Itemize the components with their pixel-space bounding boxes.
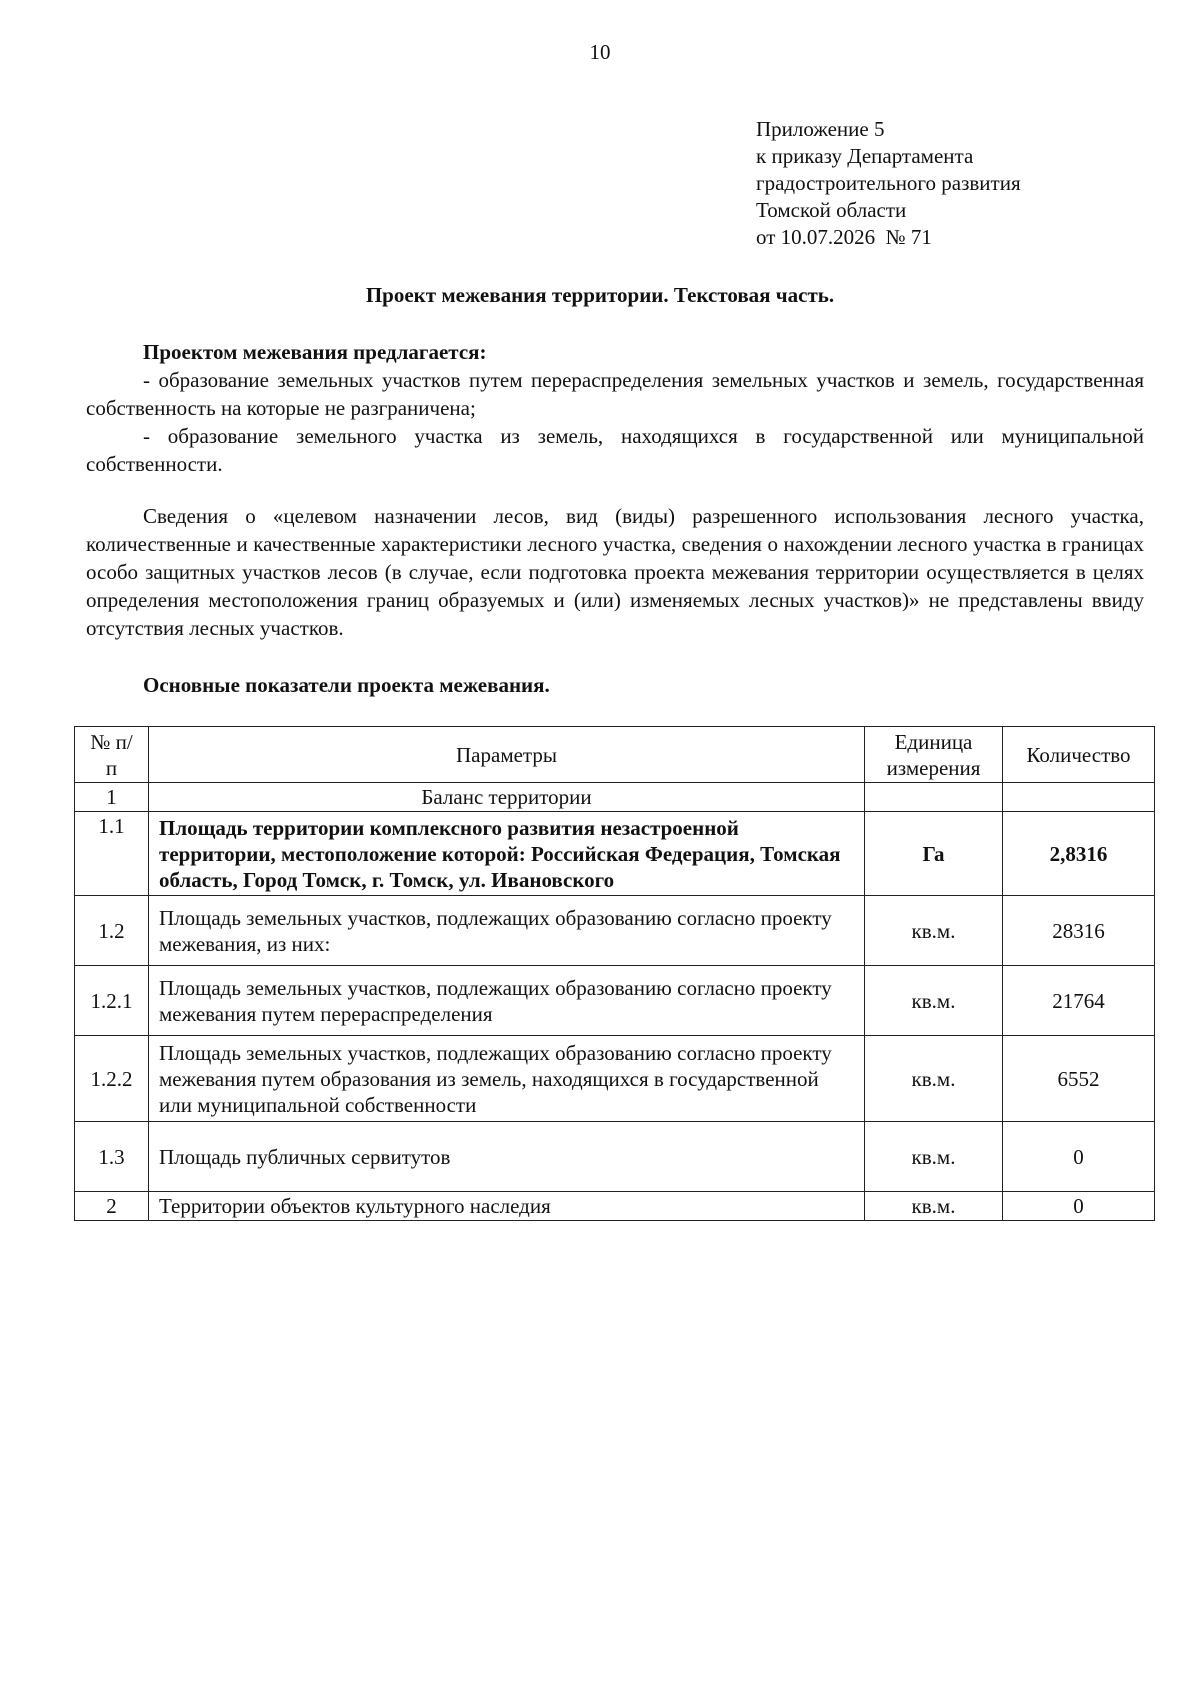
appendix-line: к приказу Департамента (756, 144, 974, 168)
table-row (75, 896, 1155, 966)
table-row (75, 1122, 1155, 1192)
row-unit (865, 783, 1003, 812)
row-param: Площадь земельных участков, подлежащих образованию согласно проекту межевания, из них: (149, 896, 865, 966)
row-num: 1.2 (75, 896, 149, 966)
row-param: Площадь публичных сервитутов (149, 1122, 865, 1192)
row-num: 1.2.2 (75, 1036, 149, 1122)
appendix-line: градостроительного развития (756, 171, 1021, 195)
row-unit: кв.м. (865, 966, 1003, 1036)
row-qty: 28316 (1003, 896, 1155, 966)
proposal-item: - образование земельных участков путем перераспределения земельных участков и земель, государственная собственность на которые не разграничена; (86, 368, 1144, 420)
row-unit: Га (865, 812, 1003, 896)
indicators-heading: Основные показатели проекта межевания. (143, 673, 550, 697)
appendix-block (756, 116, 1156, 251)
row-num: 1.3 (75, 1122, 149, 1192)
table-row (75, 966, 1155, 1036)
row-unit: кв.м. (865, 896, 1003, 966)
row-param: Площадь земельных участков, подлежащих образованию согласно проекту межевания путем образования из земель, находящихся в государственной или муниципальной собственности (149, 1036, 865, 1122)
proposal-item: - образование земельного участка из земель, находящихся в государственной или муниципальной собственности. (86, 424, 1144, 476)
row-num: 1 (75, 783, 149, 812)
table-header-row (75, 727, 1155, 783)
row-param: Территории объектов культурного наследия (149, 1192, 865, 1221)
appendix-line: от 10.07.2026 № 71 (756, 225, 932, 249)
row-qty: 6552 (1003, 1036, 1155, 1122)
row-num: 1.1 (75, 812, 149, 896)
row-unit: кв.м. (865, 1192, 1003, 1221)
table-row (75, 783, 1155, 812)
appendix-line: Томской области (756, 198, 907, 222)
row-qty: 0 (1003, 1192, 1155, 1221)
page-number: 10 (589, 40, 611, 64)
row-param: Баланс территории (149, 783, 865, 812)
header-unit: Единица измерения (865, 727, 1003, 783)
header-param: Параметры (149, 727, 865, 783)
appendix-line: Приложение 5 (756, 117, 885, 141)
row-qty: 2,8316 (1003, 812, 1155, 896)
proposal-heading: Проектом межевания предлагается: (143, 340, 487, 364)
row-qty: 0 (1003, 1122, 1155, 1192)
header-num: № п/п (75, 727, 149, 783)
row-param: Площадь территории комплексного развития незастроенной территории, местоположение которой: Российская Федерация, Томская область, Город Томск, г. Томск, ул. Ивановского (149, 812, 865, 896)
proposal-section (86, 338, 1144, 478)
document-title: Проект межевания территории. Текстовая часть. (365, 283, 835, 307)
indicators-table (74, 726, 1155, 1221)
forest-info-paragraph: Сведения о «целевом назначении лесов, вид (виды) разрешенного использования лесного участка, количественные и качественные характеристики лесного участка, сведения о нахождении лесного участка в границах особо защитных участков лесов (в случае, если подготовка проекта межевания территории осуществляется в целях определения местоположения границ образуемых и (или) изменяемых лесных участков)» не представлены ввиду отсутствия лесных участков. (86, 504, 1144, 640)
row-unit: кв.м. (865, 1036, 1003, 1122)
row-unit: кв.м. (865, 1122, 1003, 1192)
row-num: 2 (75, 1192, 149, 1221)
table-row (75, 1036, 1155, 1122)
row-num: 1.2.1 (75, 966, 149, 1036)
header-qty: Количество (1003, 727, 1155, 783)
row-qty (1003, 783, 1155, 812)
row-param: Площадь земельных участков, подлежащих образованию согласно проекту межевания путем перераспределения (149, 966, 865, 1036)
table-row (75, 812, 1155, 896)
row-qty: 21764 (1003, 966, 1155, 1036)
forest-info-section (86, 502, 1144, 642)
table-row (75, 1192, 1155, 1221)
